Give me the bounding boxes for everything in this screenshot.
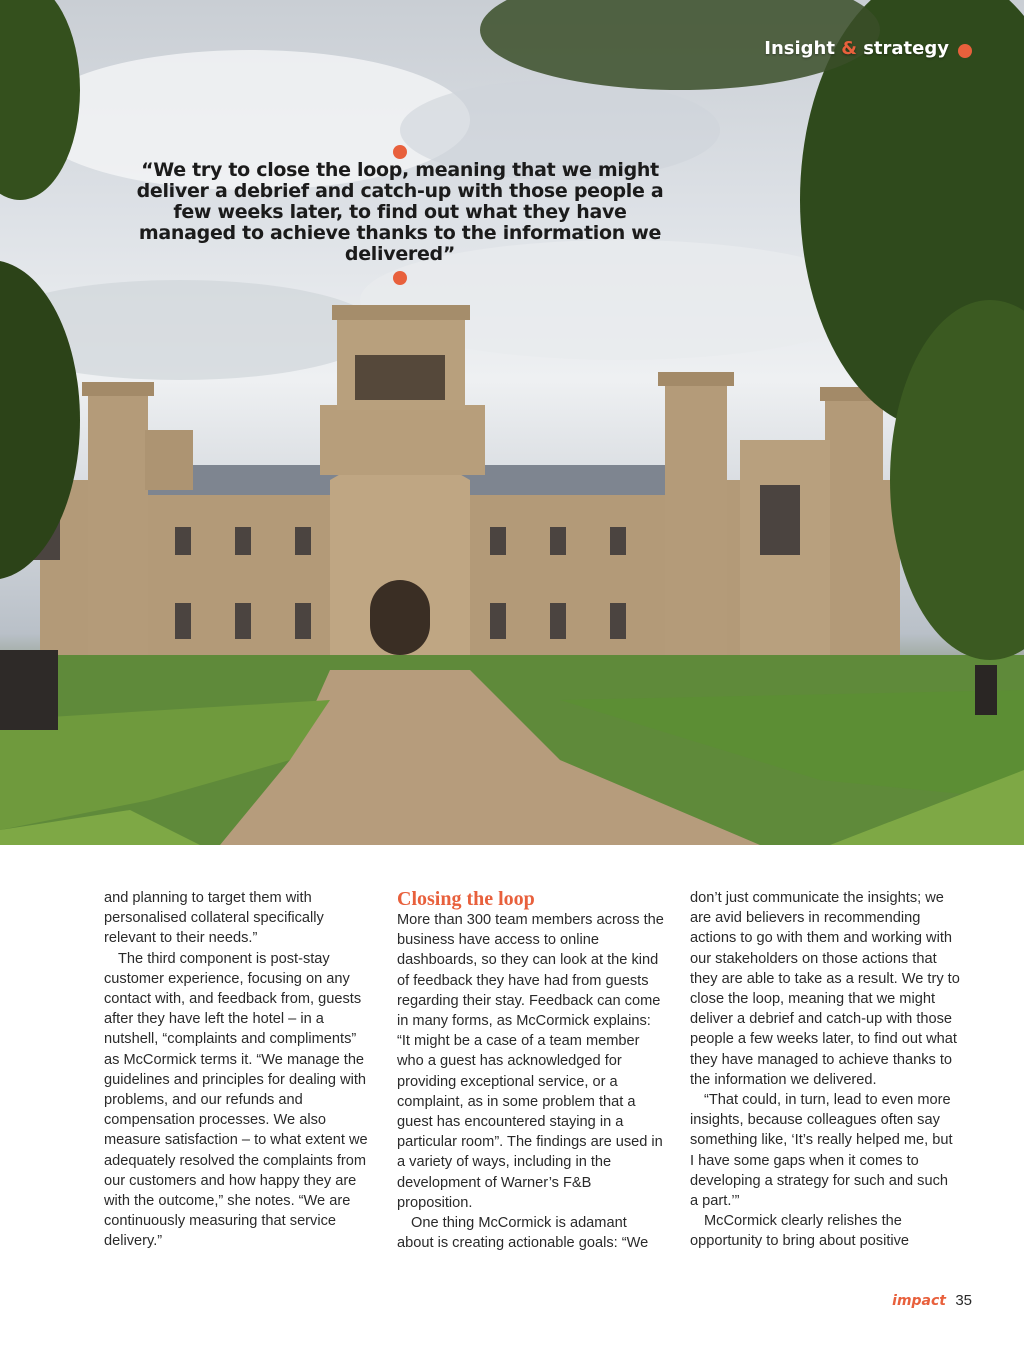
section-tag-ampersand: & <box>841 38 857 59</box>
magazine-logo: impact <box>892 1293 946 1309</box>
section-tag-dot-icon <box>958 44 972 58</box>
paragraph: One thing McCormick is adamant about is creating actionable goals: “We <box>397 1215 649 1252</box>
paragraph: “That could, in turn, lead to even more insights, because colleagues often say something like, ‘It’s really helped me, but I have some gaps when it comes to developing a strategy for such and such a part.’” <box>690 1092 953 1210</box>
paragraph: McCormick clearly relishes the opportunity to bring about positive <box>690 1213 910 1250</box>
paragraph: and planning to target them with personalised collateral specifically relevant to their needs.” <box>104 890 324 947</box>
paragraph: don’t just communicate the insights; we are avid believers in recommending actions to go with them and working with our stakeholders on those actions that they are able to take as a result. We try to close the loop, meaning that we might deliver a debrief and catch-up with those people a few weeks later, to find out what they have managed to achieve thanks to the information we delivered. <box>690 890 960 1088</box>
section-tag-word-strategy: strategy <box>863 38 949 59</box>
section-heading: Closing the loop <box>397 888 535 910</box>
page-number: 35 <box>955 1292 972 1309</box>
section-tag-word-insight: Insight <box>764 38 835 59</box>
paragraph: The third component is post-stay customer experience, focusing on any contact with, and feedback from, guests after they have left the hotel – in a nutshell, “complaints and compliments” as McCormick terms it. “We manage the guidelines and principles for dealing with problems, and our refunds and compensation processes. We also measure satisfaction – to what extent we adequately resolved the complaints from our customers and how happy they are with the outcome,” she notes. “We are continuously measuring that service delivery.” <box>104 950 368 1250</box>
article-column-3 <box>690 888 960 1252</box>
section-tag <box>764 38 949 59</box>
article-column-2 <box>397 888 667 1253</box>
article-column-1 <box>104 888 374 1252</box>
pull-quote: “We try to close the loop, meaning that we might deliver a debrief and catch-up with those people a few weeks later, to find out what they have managed to achieve thanks to the information we delivered” <box>136 159 664 265</box>
paragraph: More than 300 team members across the business have access to online dashboards, so they can look at the kind of feedback they have had from guests regarding their stay. Feedback can come in many forms, as McCormick explains: “It might be a case of a team member who a guest has acknowledged for providing exceptional service, or a complaint, as in some problem that a guest has encountered staying in a particular room”. The findings are used in a variety of ways, including in the development of Warner’s F&B proposition. <box>397 912 664 1211</box>
quote-top-dot-icon <box>393 145 407 159</box>
quote-bottom-dot-icon <box>393 271 407 285</box>
